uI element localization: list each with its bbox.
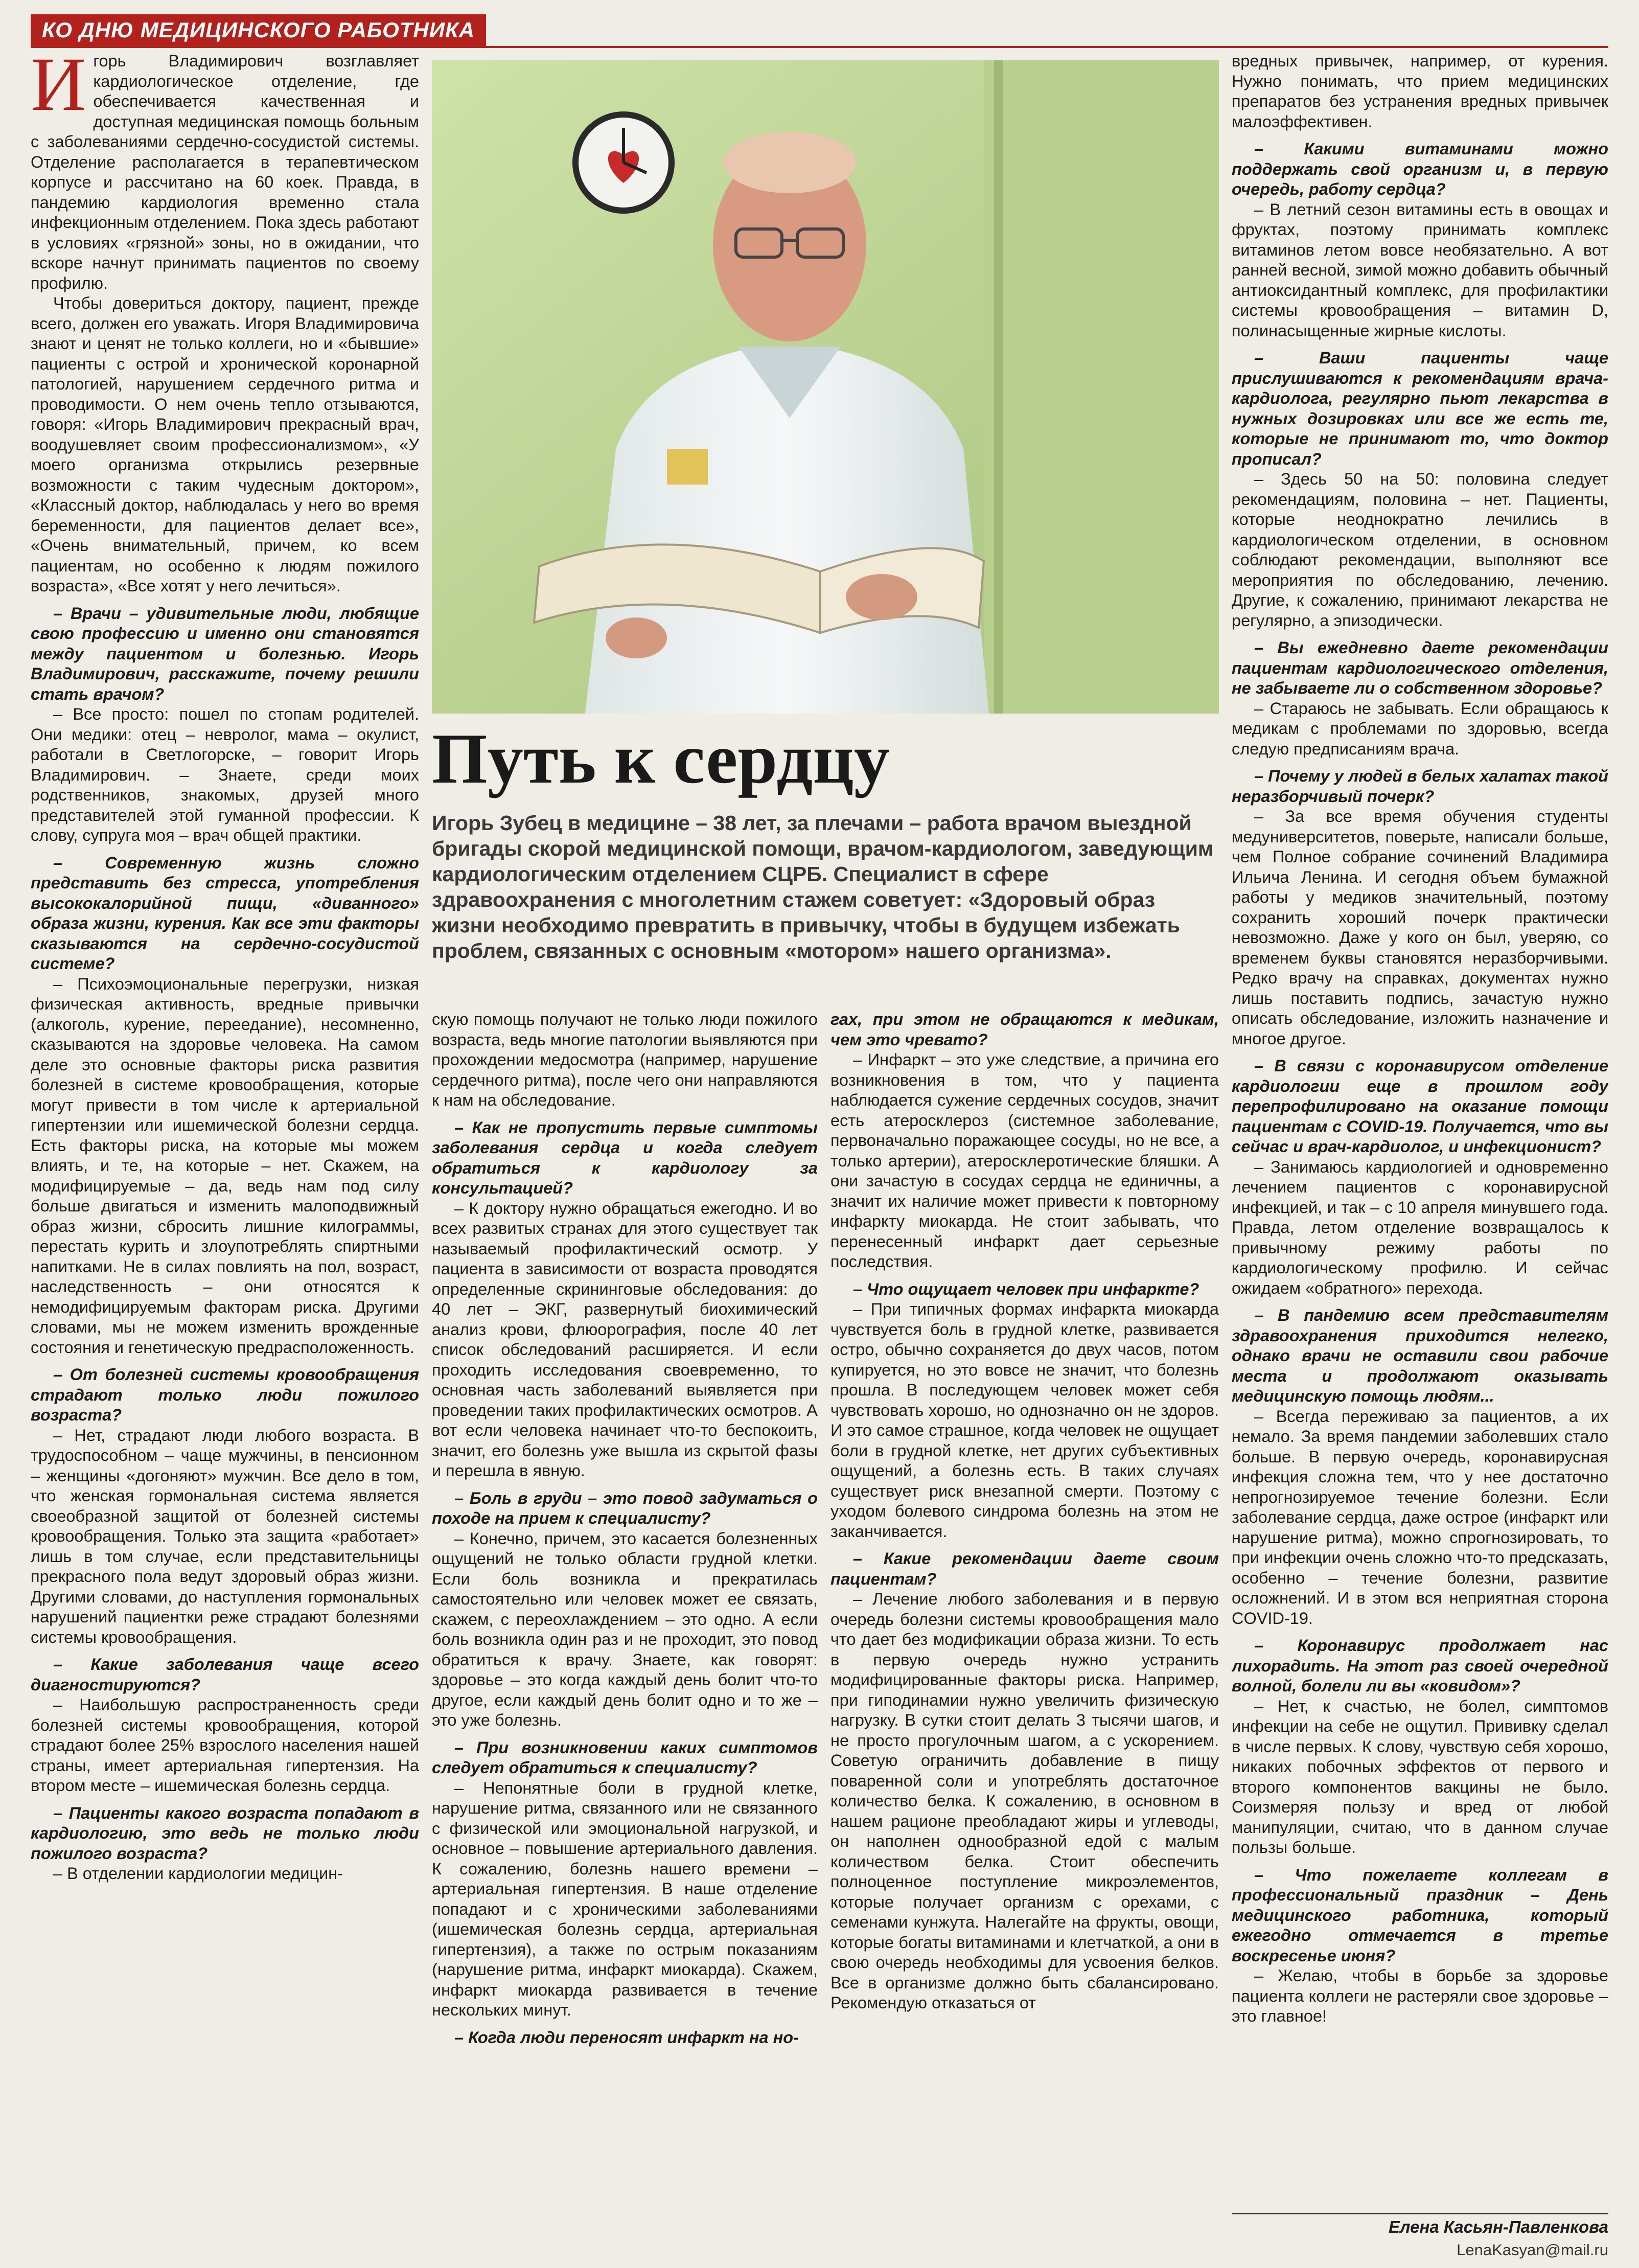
headline: Путь к сердцу (432, 719, 890, 798)
paragraph: вредных привычек, например, от курения. Нужно понимать, что прием медицинских препаратов без устранения вредных привычек малоэффективен. (1232, 52, 1608, 131)
question: – От болезней системы кровообращения страдают только люди пожилого возраста? (31, 1365, 419, 1424)
answer: – В летний сезон витамины есть в овощах и фруктах, поэтому принимать комплекс витаминов летом вовсе необязательно. А вот ранней весной, зимой можно добавить обычный антиоксидантный комплекс, для профилактики системы кровообращения – витамин D, полинасыщенные жирные кислоты. (1232, 200, 1608, 340)
question: – Как не пропустить первые симптомы заболевания сердца и когда следует обратиться к кардиологу за консультацией? (432, 1118, 818, 1197)
answer: – Занимаюсь кардиологией и одновременно лечением пациентов с коронавирусной инфекцией, и так – с 10 апреля минувшего года. Правда, летом отделение возвращалось к привычному режиму работы по кардиологическому профилю. И сейчас ожидаем «обратного» перехода. (1232, 1157, 1608, 1297)
author-name: Елена Касьян-Павленкова (1389, 2217, 1608, 2236)
answer: – К доктору нужно обращаться ежегодно. И во всех развитых странах для этого существует так называемый профилактический осмотр. У пациента в зависимости от возраста проводятся определенные скрининговые обследования: до 40 лет – ЭКГ, развернутый биохимический анализ крови, флюорография, после 40 лет список обследований расширяется. И если проходить исследования своевременно, то основная часть заболеваний выявляется при проведении таких профилактических осмотров. А вот если человека начинает что-то беспокоить, значит, его болезнь уже вышла из скрытой фазы и перешла в явную. (432, 1199, 818, 1480)
question: – Почему у людей в белых халатах такой неразборчивый почерк? (1232, 767, 1608, 806)
signature-divider (1232, 2213, 1608, 2214)
question: – Когда люди переносят инфаркт на но- (454, 2028, 799, 2047)
answer: – Нет, к счастью, не болел, симптомов инфекции на себе не ощутил. Прививку сделал в числе первых. К слову, чувствую себя хорошо, никаких побочных эффектов от первого и второго компонентов вакцины не было. Соизмеряя пользу и вред от любой манипуляции, считаю, что в данном случае пользы больше. (1232, 1697, 1608, 1857)
doctor-photo-icon (432, 60, 1219, 714)
drop-cap: И (31, 51, 86, 127)
question: – Коронавирус продолжает нас лихорадить. На этот раз своей очередной волной, болели ли вы «ковидом»? (1232, 1636, 1608, 1695)
answer: – Желаю, чтобы в борьбе за здоровье пациента коллеги не растеряли свое здоровье – это главное! (1232, 1966, 1608, 2025)
answer: – Наибольшую распространенность среди болезней системы кровообращения, которой страдают более 25% взрослого населения нашей страны, имеет артериальная гипертензия. На втором месте – ишемическая болезнь сердца. (31, 1696, 419, 1795)
article-column-2 (432, 1010, 818, 2252)
question: – Пациенты какого возраста попадают в кардиологию, это ведь не только люди пожилого возраста? (31, 1803, 419, 1863)
question: – Какие заболевания чаще всего диагностируются? (31, 1655, 419, 1694)
answer: – Здесь 50 на 50: половина следует рекомендациям, половина – нет. Пациенты, которые неоднократно лечились в кардиологическом отделении, в основном соблюдают рекомендации, выполняют все мероприятия по обследованию, лечению. Другие, к сожалению, принимают лекарства не регулярно, а эпизодически. (1232, 470, 1608, 630)
answer: – Всегда переживаю за пациентов, а их немало. За время пандемии заболевших стало больше. В первую очередь, коронавирусная инфекция сложна тем, что у нее достаточно непрогнозируемое течение болезни. Если заболевание сердца, даже острое (инфаркт или нарушение ритма), можно спрогнозировать, то при инфекции очень сложно что-то предсказать, особенно – течение болезни, развитие осложнений. И в этом вся неприятная сторона COVID-19. (1232, 1407, 1608, 1628)
question: – Врачи – удивительные люди, любящие свою профессию и именно они становятся между пациентом и болезнью. Игорь Владимирович, расскажите, почему решили стать врачом? (31, 604, 419, 703)
question: – Вы ежедневно даете рекомендации пациентам кардиологического отделения, не забываете ли о собственном здоровье? (1232, 638, 1608, 697)
answer: – В отделении кардиологии медицин- (53, 1864, 343, 1883)
answer: – Психоэмоциональные перегрузки, низкая физическая активность, вредные привычки (алкоголь, курение, переедание), несомненно, сказываются на здоровье человека. На самом деле это основные факторы риска развития болезней в системе кровообращения, которые могут привести в том числе к артериальной гипертензии или ишемической болезни сердца. Есть факторы риска, на которые мы можем влиять, и те, на которые – нет. Скажем, на модифицируемые – да, ведь нам под силу больше двигаться и изменить малоподвижный образ жизни, сбросить лишние килограммы, перестать курить и злоупотреблять спиртными напитками. Не в силах повлиять на пол, возраст, наследственность – они относятся к немодифицируемым факторам риска. Другими словами, мы не можем изменить врожденные состояния и генетическую предрасположенность. (31, 974, 419, 1357)
question: – Ваши пациенты чаще прислушиваются к рекомендациям врача-кардиолога, регулярно пьют лекарства в нужных дозировках или все же есть те, которые не принимают то, что доктор прописал? (1232, 349, 1608, 468)
doctor-photo (432, 60, 1219, 714)
lead-paragraph: Игорь Зубец в медицине – 38 лет, за плечами – работа врачом выездной бригады скорой медицинской помощи, врачом-кардиологом, заведующим кардиологическим отделением СЦРБ. Специалист в сфере здравоохранения с многолетним стажем советует: «Здоровый образ жизни необходимо превратить в привычку, чтобы в будущем избежать проблем, связанных с основным «мотором» нашего организма». (432, 811, 1214, 963)
answer: – Конечно, причем, это касается болезненных ощущений не только области грудной клетки. Если боль возникла и прекратилась самостоятельно или человек может ее связать, скажем, с переохлаждением – это одно. А если боль возникла один раз и не проходит, это повод обратиться к врачу. Знаете, как говорят: здоровье – это когда каждый день болит что-то другое, если каждый день болит одно и то же – это уже болезнь. (432, 1529, 818, 1729)
answer: – Инфаркт – это уже следствие, а причина его возникновения в том, что у пациента наблюдается сужение сердечных сосудов, значит есть атеросклероз (системное заболевание, первоначально поражающее сосуды, но не все, а только артерии), атеросклеротические бляшки. А они зачастую в сосудах сердца не единичны, а значит их наличие может привести к повторному инфаркту миокарда. Не стоит забывать, что перенесенный инфаркт дает серьезные последствия. (830, 1050, 1219, 1271)
question: – Какие рекомендации даете своим пациентам? (830, 1549, 1219, 1588)
author-email[interactable]: LenaKasyan@mail.ru (1457, 2241, 1608, 2259)
question: – Что ощущает человек при инфаркте? (853, 1279, 1199, 1298)
question: – Что пожелаете коллегам в профессиональный праздник – День медицинского работника, который ежегодно отмечается в третье воскресенье июня? (1232, 1865, 1608, 1965)
answer: – За все время обучения студенты медуниверситетов, поверьте, написали больше, чем Полное собрание сочинений Владимира Ильича Ленина. И сегодня объем бумажной работы у медиков значительный, поэтому сохранить хороший почерк практически невозможно. Даже у кого он был, уверяю, со временем буквы становятся неразборчивыми. Редко врачу на справках, документах нужно лишь поставить подпись, зачастую нужно описать обследование, изложить назначение и многое другое. (1232, 807, 1608, 1048)
rubric-label: КО ДНЮ МЕДИЦИНСКОГО РАБОТНИКА (31, 14, 486, 46)
rubric-divider (31, 46, 1608, 48)
paragraph: горь Владимирович возглавляет кардиологическое отделение, где обеспечивается качественная и доступная медицинская помощь больным с заболеваниями сердечно-сосудистой системы. Отделение располагается в терапевтическом корпусе и рассчитано на 60 коек. Правда, в пандемию кардиология временно стала инфекционным отделением. Пока здесь работают в условиях «грязной» зоны, но в ожидании, что вскоре начнут принимать пациентов по своему профилю. (31, 52, 419, 292)
answer: – Лечение любого заболевания и в первую очередь болезни системы кровообращения мало что дает без модификации образа жизни. То есть в первую очередь нужно устранить модифицированные факторы риска. Например, при гиподинамии нужно увеличить физическую нагрузку. В сутки стоит делать 3 тысячи шагов, и не просто прогулочным шагом, а с ускорением. Советую ограничить добавление в пищу поваренной соли и употреблять достаточное количество белка. К сожалению, в основном в нашем рационе преобладают жиры и углеводы, он наполнен однообразной едой с малым количеством белка. Стоит обеспечить полноценное поступление микроэлементов, которые получает организм с орехами, с семенами кунжута. Налегайте на фрукты, овощи, которые богаты витаминами и клетчаткой, а они в свою очередь необходимы для усвоения белков. Все в организме должно быть сбалансировано. Рекомендую отказаться от (830, 1590, 1219, 2012)
answer: – Все просто: пошел по стопам родителей. Они медики: отец – невролог, мама – окулист, работали в Светлогорске, – говорит Игорь Владимирович. – Знаете, среди моих родственников, знакомых, друзей много представителей этой гуманной профессии. К слову, супруга моя – врач общей практики. (31, 705, 419, 844)
question: гах, при этом не обращаются к медикам, чем это чревато? (830, 1010, 1219, 1049)
answer: – При типичных формах инфаркта миокарда чувствуется боль в грудной клетке, развивается остро, обычно сохраняется до двух часов, потом купируется, но это вовсе не значит, что болезнь прошла. В последующем человек может себя чувствовать хорошо, но однозначно он не здоров. И это самое страшное, когда человек не ощущает боли в грудной клетке, нет других субъективных ощущений, а болезнь есть. В таких случаях существует риск внезапной смерти. Поэтому с уходом болевого синдрома болезнь на этом не заканчивается. (830, 1300, 1219, 1541)
answer: – Нет, страдают люди любого возраста. В трудоспособном – чаще мужчины, в пенсионном – женщины «догоняют» мужчин. Все дело в том, что женская гормональная система является своеобразной защитой от болезней системы кровообращения. Только эта защита «работает» лишь в том случае, если представительницы прекрасного пола ведут здоровый образ жизни. Другими словами, до наступления гормональных нарушений пациентки реже страдают болезнями системы кровообращения. (31, 1426, 419, 1646)
question: – Какими витаминами можно поддержать свой организм и, в первую очередь, работу сердца? (1232, 140, 1608, 198)
question: – В пандемию всем представителям здравоохранения приходится нелегко, однако врачи не оставили свои рабочие места и продолжают оказывать медицинскую помощь людям... (1232, 1306, 1608, 1405)
answer: – Стараюсь не забывать. Если обращаюсь к медикам с проблемами по здоровью, всегда следую предписаниям врача. (1232, 699, 1608, 758)
paragraph: скую помощь получают не только люди пожилого возраста, ведь многие патологии выявляются при прохождении медосмотра (например, нарушение сердечного ритма), после чего они направляются к нам на обследование. (432, 1010, 818, 1109)
question: – Боль в груди – это повод задуматься о походе на прием к специалисту? (432, 1488, 818, 1527)
question: – В связи с коронавирусом отделение кардиологии еще в прошлом году перепрофилировано на оказание помощи пациентам с COVID-19. Получается, что вы сейчас и врач-кардиолог, и инфекционист? (1232, 1057, 1608, 1156)
answer: – Непонятные боли в грудной клетке, нарушение ритма, связанного или не связанного с физической или эмоциональной нагрузкой, и основное – повышение артериального давления. К сожалению, болезнь нашего времени – артериальная гипертензия. В наше отделение попадают и с хроническими заболеваниями (ишемическая болезнь сердца, артериальная гипертензия), а также по острым показаниям (нарушение ритма, инфаркт миокарда). Скажем, инфаркт миокарда развивается в течение нескольких минут. (432, 1778, 818, 2019)
article-column-3 (830, 1010, 1219, 2252)
article-column-4 (1232, 51, 1608, 2188)
article-column-1 (31, 51, 419, 2249)
paragraph: Чтобы довериться доктору, пациент, прежде всего, должен его уважать. Игоря Владимировича знают и ценят не только коллеги, но и «бывшие» пациенты с острой и хронической коронарной патологией, нарушением сердечного ритма и проводимости. О нем очень тепло отзываются, говоря: «Игорь Владимирович прекрасный врач, воодушевляет своим профессионализмом», «У моего организма открылись резервные возможности с таким чудесным доктором», «Классный доктор, наблюдалась у него во время беременности, для пациентов делает все», «Очень внимательный, причем, ко всем пациентам, но особенно к людям пожилого возраста», «Все хотят у него лечиться». (31, 294, 419, 595)
question: – При возникновении каких симптомов следует обратиться к специалисту? (432, 1738, 818, 1777)
question: – Современную жизнь сложно представить без стресса, употребления высококалорийной пищи, «диванного» образа жизни, курения. Как все эти факторы сказываются на сердечно-сосудистой системе? (31, 853, 419, 973)
